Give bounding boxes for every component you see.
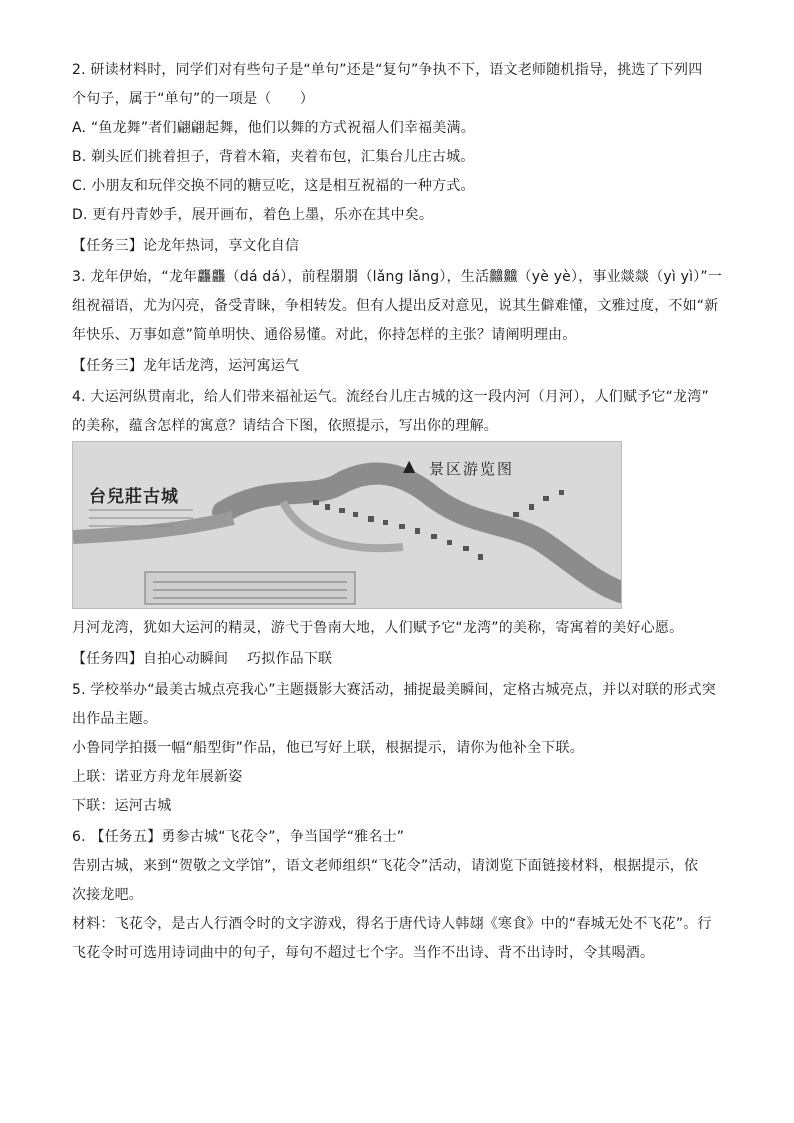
- q5-line-1: 5. 学校举办“最美古城点亮我心”主题摄影大赛活动，捕捉最美瞬间，定格古城亮点，并以对联的形式突: [72, 682, 716, 698]
- task4-heading: 【任务四】自拍心动瞬间 巧拟作品下联: [72, 651, 333, 667]
- question-5: [72, 680, 724, 816]
- north-arrow-icon: ▲: [403, 456, 416, 475]
- question-3: [72, 267, 724, 345]
- q6-line-1: 告别古城，来到“贺敬之文学馆”，语文老师组织“飞花令”活动，请浏览下面链接材料，根据提示，依: [72, 858, 699, 874]
- q6-line-2: 次接龙吧。: [72, 887, 143, 903]
- q2-option-b: B. 剃头匠们挑着担子，背着木箱，夹着布包，汇集台儿庄古城。: [72, 149, 475, 165]
- q3-line-1: 3. 龙年伊始，“龙年龘龘（dá dá），前程朤朤（lǎng lǎng），生活䲜䲜（yè yè），事业燚燚（yì yì）”一: [72, 269, 723, 285]
- map-illustration: [73, 442, 621, 608]
- q3-line-2: 组祝福语，尤为闪亮，备受青睐，争相转发。但有人提出反对意见，说其生僻难懂，文雅过度，不如“新: [72, 298, 719, 314]
- exam-page: [72, 60, 724, 974]
- q3-line-3: 年快乐、万事如意”简单明快、通俗易懂。对此，你持怎样的主张？请阐明理由。: [72, 327, 577, 343]
- q2-option-a: A. “鱼龙舞”者们翩翩起舞，他们以舞的方式祝福人们幸福美满。: [72, 120, 475, 136]
- question-4: [72, 387, 724, 638]
- q6-line-4: 飞花令时可选用诗词曲中的句子，每句不超过七个字。当作不出诗、背不出诗时，令其喝酒。: [72, 945, 655, 961]
- task3b-heading: 【任务三】龙年话龙湾，运河寓运气: [72, 358, 300, 374]
- task3a-heading: 【任务三】论龙年热词，享文化自信: [72, 238, 300, 254]
- question-2: [72, 60, 724, 225]
- map-heading: 景区游览图: [429, 460, 515, 478]
- q2-stem-line-1: 2. 研读材料时，同学们对有些句子是“单句”还是“复句”争执不下，语文老师随机指导，挑选了下列四: [72, 62, 703, 78]
- q2-stem-line-2: 个句子，属于“单句”的一项是（ ）: [72, 91, 315, 107]
- q6-heading: 6. 【任务五】勇参古城“飞花令”，争当国学“雅名士”: [72, 829, 405, 845]
- q4-line-1: 4. 大运河纵贯南北，给人们带来福祉运气。流经台儿庄古城的这一段内河（月河），人们赋予它“龙湾”: [72, 389, 709, 405]
- q5-lower-couplet: 下联：运河古城: [72, 798, 172, 814]
- q2-option-d: D. 更有丹青妙手，展开画布，着色上墨，乐亦在其中矣。: [72, 207, 434, 223]
- q5-line-3: 小鲁同学拍摄一幅“船型街”作品，他已写好上联，根据提示，请你为他补全下联。: [72, 740, 584, 756]
- question-6: [72, 827, 724, 963]
- q4-answer: 月河龙湾，犹如大运河的精灵，游弋于鲁南大地，人们赋予它“龙湾”的美称，寄寓着的美好心愿。: [72, 620, 684, 636]
- q2-option-c: C. 小朋友和玩伴交换不同的糖豆吃，这是相互祝福的一种方式。: [72, 178, 475, 194]
- map-title: 台兒莊古城: [89, 487, 179, 507]
- q4-line-2: 的美称，蕴含怎样的寓意？请结合下图，依照提示，写出你的理解。: [72, 418, 498, 434]
- q6-line-3: 材料：飞花令，是古人行酒令时的文字游戏，得名于唐代诗人韩翃《寒食》中的“春城无处不飞花”。行: [72, 916, 712, 932]
- q5-upper-couplet: 上联：诺亚方舟龙年展新姿: [72, 769, 243, 785]
- scenic-area-map: [72, 441, 622, 609]
- q5-line-2: 出作品主题。: [72, 711, 158, 727]
